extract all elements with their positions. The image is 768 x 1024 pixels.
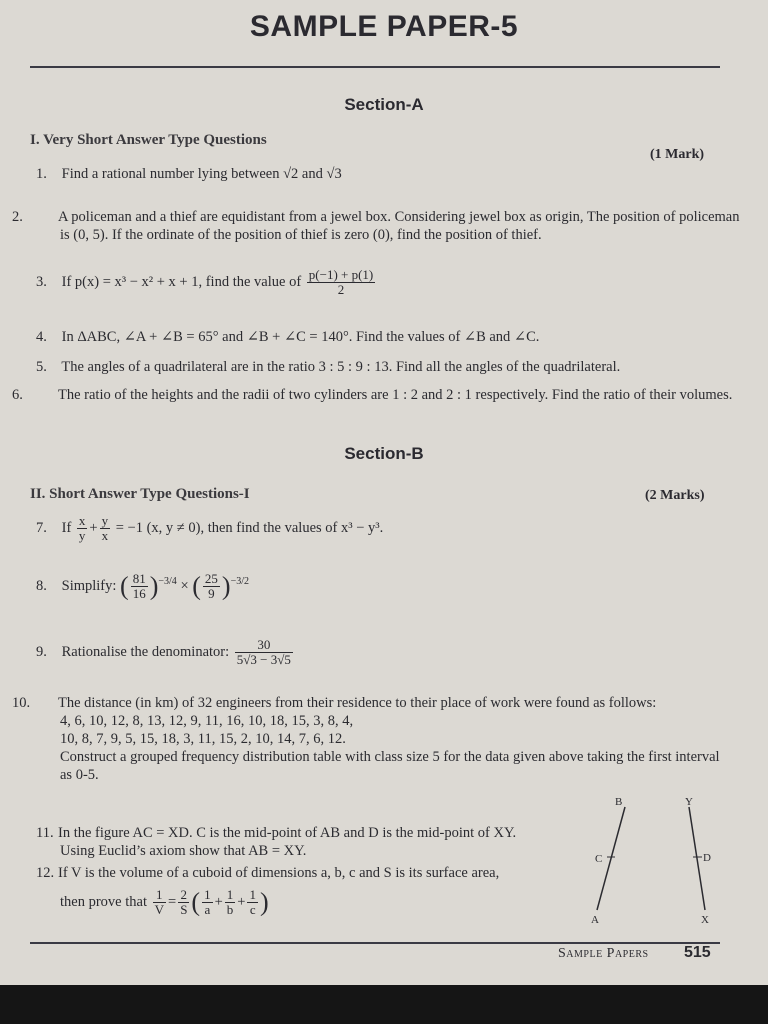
question-number: 6. [12,387,23,403]
question-number: 8. [36,577,47,594]
footer-divider [30,942,720,944]
fraction: $\frac{y}{x}$ [101,513,109,543]
question-text: A policeman and a thief are equidistant from a jewel box. Considering jewel box as origin, The position of policeman is (0, 5). If the ordinate of the position of thief is zero (0), find the position of thief. [58,209,740,243]
section-b-heading: Section-B [344,444,424,463]
question-11: 11. In the figure AC = XD. C is the mid-point of AB and D is the mid-point of XY. Using Euclid’s axiom show that AB = XY. [36,825,517,859]
fraction: $\frac{1}{b}$ [226,887,234,917]
question-number: 1. [36,166,47,182]
fraction: $\frac{25}{9}$ [204,571,218,601]
section-b-marks: (2 Marks) [645,488,705,503]
question-3 [36,268,716,297]
data-line-2: 10, 8, 7, 9, 5, 15, 18, 3, 11, 15, 2, 10, 14, 7, 6, 12. [60,731,346,747]
question-number: 7. [36,519,47,536]
question-12: 12. If V is the volume of a cuboid of dimensions a, b, c and S is its surface area, then prove that $\frac{1}{V}$ = $\frac{2}{S}$ ( $\frac{1}{a}$ + $\frac{1}{b}$ + $\frac{1}{c}$ ) [36,865,500,917]
fraction: $\frac{1}{a}$ [204,887,211,917]
question-text: Find a rational number lying between √2 and √3 [61,166,342,182]
label-a: A [591,914,599,926]
question-9: 9. Rationalise the denominator: $\frac{30}{5√3 - 3√5}$ [36,637,291,667]
background-edge [0,985,768,1024]
question-7: 7. If $\frac{x}{y}$ + $\frac{y}{x}$ = −1 (x, y ≠ 0), then find the values of x³ − y³. [36,513,384,543]
question-8: 8. Simplify: ( $\frac{81}{16}$ )$^{-3/4}$ × ( $\frac{25}{9}$ )$^{-3/2}$ [36,571,250,601]
label-x: X [701,914,709,926]
question-text: The distance (in km) of 32 engineers from their residence to their place of work were found as follows: [58,695,657,711]
fraction: $\frac{30}{5√3 - 3√5}$ [236,637,291,667]
question-text-2: Construct a grouped frequency distribution table with class size 5 for the data given above taking the first interval as 0-5. [60,749,720,783]
fraction: $\frac{1}{V}$ [154,887,164,917]
question-text: If p(x) = x³ − x² + x + 1, find the value of [61,273,302,290]
question-2 [12,208,740,244]
fraction: $\frac{x}{y}$ [78,513,86,543]
label-y: Y [685,796,693,808]
fraction: $\frac{81}{16}$ [132,571,146,601]
section-b-group-heading: II. Short Answer Type Questions-I [30,486,250,502]
footer-label: Sample Papers [558,946,649,961]
question-number: 5. [36,359,47,375]
question-text: The angles of a quadrilateral are in the ratio 3 : 5 : 9 : 13. Find all the angles of the quadrilateral. [61,359,621,375]
question-text: The ratio of the heights and the radii of two cylinders are 1 : 2 and 2 : 1 respectively. Find the ratio of their volumes. [58,387,733,403]
question-4 [36,328,716,346]
question-number: 4. [36,329,47,345]
question-number: 3. [36,273,47,290]
fraction: $\frac{1}{c}$ [249,887,256,917]
question-10 [12,694,726,784]
label-d: D [703,852,711,864]
question-text: In ΔABC, ∠A + ∠B = 65° and ∠B + ∠C = 140°. Find the values of ∠B and ∠C. [61,329,540,345]
question-number: 10. [12,695,31,711]
question-number: 2. [12,209,23,225]
fraction: $\frac{2}{S}$ [180,887,188,917]
question-number: 11. [36,825,54,841]
section-a-heading: Section-A [344,95,424,114]
line-segments-figure [585,795,725,930]
question-5 [36,358,726,376]
question-number: 12. [36,865,55,881]
question-1 [36,165,596,183]
question-number: 9. [36,643,47,660]
title-divider [30,66,720,68]
page-title: SAMPLE PAPER-5 [249,10,519,43]
question-6 [12,386,744,404]
fraction: $\frac{p(-1) + p(1)}{2}$ [308,267,374,297]
exponent: −3/4 [158,576,177,587]
data-line-1: 4, 6, 10, 12, 8, 13, 12, 9, 11, 16, 10, 18, 15, 3, 8, 4, [60,713,354,729]
exponent: −3/2 [230,576,250,587]
section-a-group-heading: I. Very Short Answer Type Questions [30,132,267,148]
page-number: 515 [684,944,711,961]
label-c: C [595,853,603,865]
label-b: B [615,796,623,808]
section-a-marks: (1 Mark) [650,147,705,162]
